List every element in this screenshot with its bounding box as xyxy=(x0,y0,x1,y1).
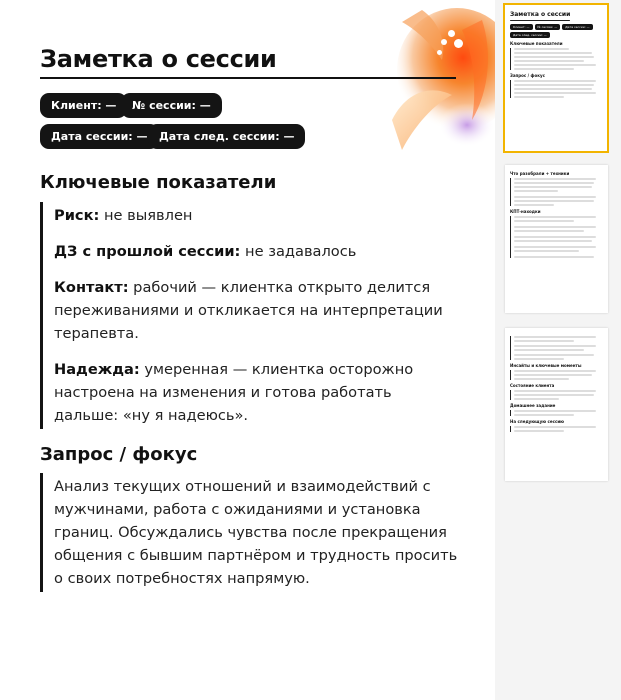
hope-value: умеренная — клиентка осторожно настроена на изменения и готова работать дальше: «ну я надеюсь». xyxy=(54,361,414,424)
thumb1-indicators-heading: Ключевые показатели xyxy=(510,41,563,46)
client-pill: Клиент: — xyxy=(40,93,127,118)
hope-label: Надежда: xyxy=(54,361,140,378)
risk-value: не выявлен xyxy=(99,207,193,224)
thumb3-next-heading: На следующую сессию xyxy=(510,419,565,424)
thumb2-worked-heading: Что разобрали + техники xyxy=(510,171,570,176)
indicators-heading: Ключевые показатели xyxy=(40,172,277,193)
thumb3-state-heading: Состояние клиента xyxy=(510,383,555,388)
thumb1-focus-heading: Запрос / фокус xyxy=(510,73,545,78)
contact-value: рабочий — клиентка открыто делится переживаниями и откликается на интерпретации терапевта. xyxy=(54,279,443,342)
contact-row xyxy=(54,276,460,345)
thumb3-homework-heading: Домашнее задание xyxy=(510,403,556,408)
thumbnail-page-2[interactable] xyxy=(505,165,608,313)
next-session-date-pill: Дата след. сессии: — xyxy=(148,124,305,149)
contact-label: Контакт: xyxy=(54,279,129,296)
title-divider xyxy=(40,77,456,79)
focus-text: Анализ текущих отношений и взаимодействий с мужчинами, работа с ожиданиями и установка границ. Обсуждались чувства после прекращения общения с бывшим партнёром и трудность просить о своих потребностях напрямую. xyxy=(54,478,458,587)
indicators-block xyxy=(40,202,460,429)
focus-block xyxy=(40,473,460,592)
thumb2-cbt-heading: КПТ-находки xyxy=(510,209,541,214)
risk-label: Риск: xyxy=(54,207,100,224)
hope-row xyxy=(54,358,460,427)
page-thumbnails-sidebar xyxy=(495,0,621,700)
thumbnail-page-3[interactable] xyxy=(505,328,608,481)
homework-label: ДЗ с прошлой сессии: xyxy=(54,243,241,260)
focus-heading: Запрос / фокус xyxy=(40,444,198,465)
homework-row xyxy=(54,240,460,263)
brand-logo-icon xyxy=(434,28,474,58)
flower-illustration xyxy=(362,0,495,150)
thumb1-title: Заметка о сессии xyxy=(510,11,571,18)
risk-row xyxy=(54,204,460,227)
thumb3-insights-heading: Инсайты и ключевые моменты xyxy=(510,363,582,368)
thumbnail-page-1[interactable]: Заметка о сессии Клиент: — № сессии: — Дата сессии: — Дата след. сессии: — Ключевые показатели Запрос / фокус xyxy=(503,3,609,153)
homework-value: не задавалось xyxy=(240,243,357,260)
page-title: Заметка о сессии xyxy=(40,45,277,73)
session-date-pill: Дата сессии: — xyxy=(40,124,159,149)
session-number-pill: № сессии: — xyxy=(121,93,222,118)
